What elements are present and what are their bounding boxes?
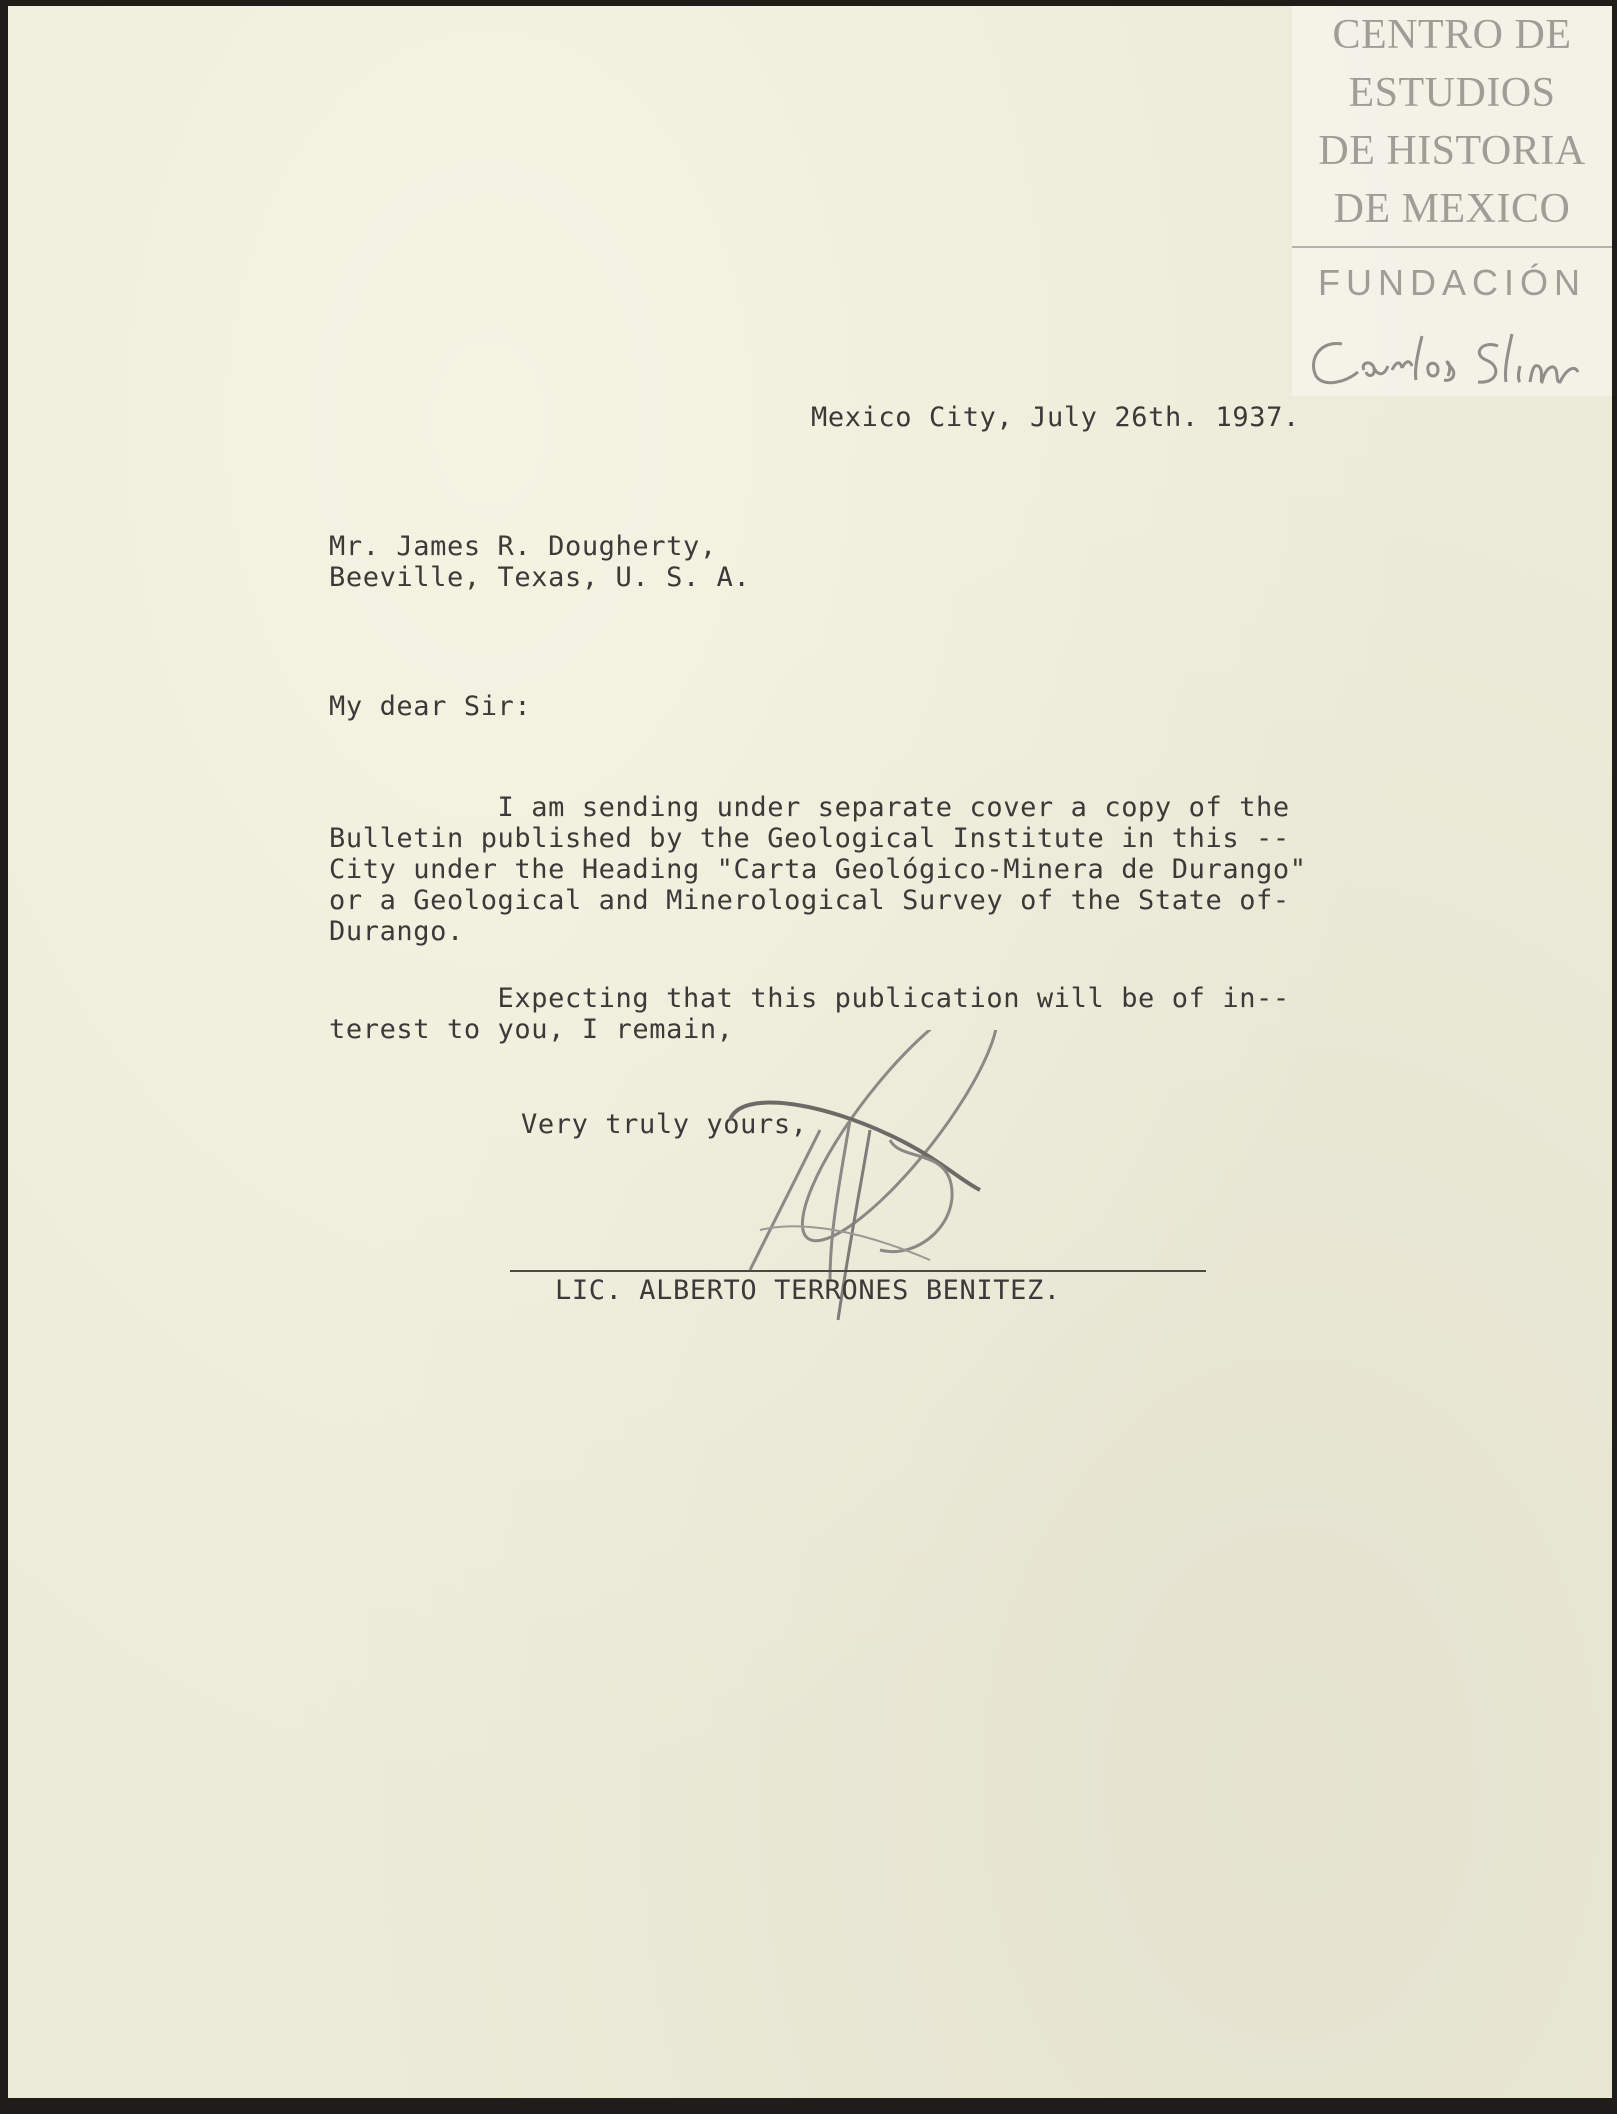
closing: Very truly yours, [521,1109,808,1140]
paragraph-line: I am sending under separate cover a copy of the [329,792,1290,823]
recipient-address: Beeville, Texas, U. S. A. [329,562,751,593]
paragraph-line: Bulletin published by the Geological Institute in this -- [329,823,1290,854]
recipient-name: Mr. James R. Dougherty, [329,531,717,562]
stamp-line-2: ESTUDIOS [1348,70,1556,116]
stamp-signature-logo [1302,326,1602,396]
signatory-name: LIC. ALBERTO TERRONES BENITEZ. [555,1275,1061,1306]
paragraph-line: Expecting that this publication will be of in-- [329,983,1290,1014]
stamp-divider [1292,246,1612,248]
stamp-line-4: DE MEXICO [1333,186,1571,232]
letter-date: Mexico City, July 26th. 1937. [811,402,1300,433]
stamp-foundation: FUNDACIÓN [1318,262,1586,303]
stamp-line-3: DE HISTORIA [1318,128,1586,174]
salutation: My dear Sir: [329,691,532,722]
paragraph-line: Durango. [329,916,464,947]
stamp-line-1: CENTRO DE [1332,12,1572,58]
signature-line [510,1270,1206,1272]
paragraph-line: or a Geological and Minerological Survey of the State of- [329,885,1290,916]
paragraph-line: terest to you, I remain, [329,1014,734,1045]
paragraph-line: City under the Heading "Carta Geológico-Minera de Durango" [329,854,1307,885]
archive-stamp [1292,6,1612,396]
